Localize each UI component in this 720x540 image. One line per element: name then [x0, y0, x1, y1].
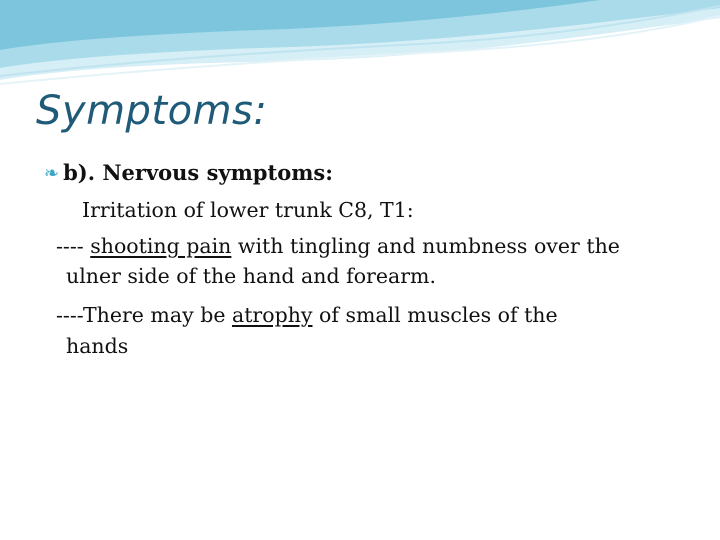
slide-title: Symptoms:	[36, 88, 268, 134]
text-line-irritation: Irritation of lower trunk C8, T1:	[82, 198, 414, 222]
text-line-atrophy	[56, 303, 558, 327]
text-segment: ----	[56, 234, 91, 258]
text-line-shooting-pain	[56, 234, 620, 258]
bullet-heading	[44, 160, 333, 185]
text-line-hands: hands	[66, 334, 129, 358]
text-segment: with tingling and numbness over the	[231, 234, 620, 258]
text-segment: of small muscles of the	[312, 303, 558, 327]
text-segment: ----There may be	[56, 303, 232, 327]
text-line-ulner-side: ulner side of the hand and forearm.	[66, 264, 436, 288]
underlined-term-atrophy: atrophy	[231, 303, 313, 327]
wave-header-decoration	[0, 0, 720, 90]
bullet-swirl-icon: ❧	[44, 163, 60, 184]
bullet-heading-text: b). Nervous symptoms:	[63, 160, 333, 185]
underlined-term-shooting-pain: shooting pain	[90, 234, 232, 258]
